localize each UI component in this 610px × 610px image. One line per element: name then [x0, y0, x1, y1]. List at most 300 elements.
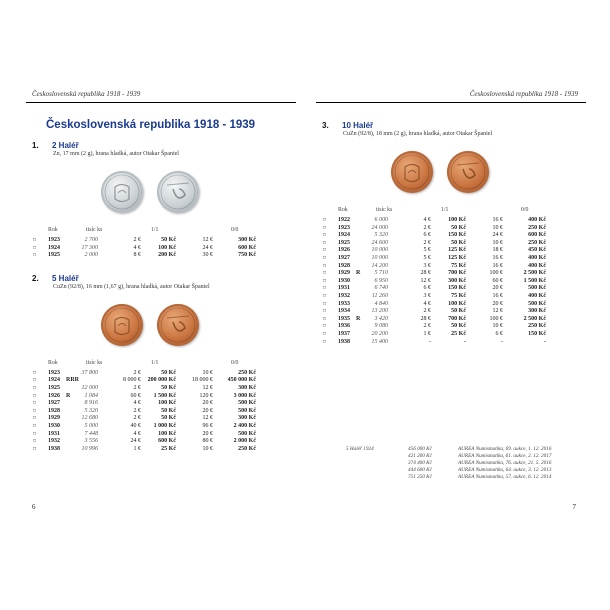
row-price-eur-0-0: 30 €: [202, 252, 213, 259]
table-row: [26, 400, 271, 408]
row-price-eur-1-1: 6 €: [423, 285, 431, 292]
row-price-czk-0-0: 300 Kč: [238, 415, 256, 422]
row-price-eur-1-1: 4 €: [133, 430, 141, 437]
table-row: [26, 245, 271, 253]
row-price-eur-1-1: 3 €: [423, 262, 431, 269]
row-rarity: R: [356, 315, 361, 322]
row-price-eur-0-0: 18 000 €: [192, 377, 213, 384]
row-mintage: 12 680: [81, 415, 98, 422]
row-price-czk-1-1: 50 Kč: [451, 224, 466, 231]
checkbox-icon: □: [323, 233, 327, 239]
coin-number: 1.: [32, 141, 39, 150]
row-price-eur-1-1: 2 €: [133, 407, 141, 414]
row-price-eur-1-1: 1 €: [133, 445, 141, 452]
row-mintage: 4 840: [374, 300, 388, 307]
row-price-czk-1-1: 100 Kč: [448, 217, 466, 223]
row-price-eur-1-1: 2 €: [423, 308, 431, 315]
price-table: [26, 360, 271, 454]
row-mintage: 2 700: [84, 237, 98, 243]
column-rok: Rok: [48, 227, 58, 233]
checkbox-icon: □: [33, 370, 37, 376]
row-price-czk-0-0: 250 Kč: [238, 445, 256, 452]
row-mintage: 3 420: [374, 315, 388, 322]
row-mintage: 13 200: [371, 308, 388, 315]
table-row: [26, 252, 271, 260]
row-price-eur-0-0: 80 €: [202, 438, 213, 445]
row-price-eur-0-0: 24 €: [202, 244, 213, 251]
row-price-eur-0-0: 12 €: [492, 308, 503, 315]
table-row: [316, 331, 561, 339]
left-page-body: [26, 141, 296, 453]
auction-source: AUREA Numismatika, 76. aukce, 21. 5. 2016: [458, 460, 552, 466]
auction-row: [346, 453, 586, 460]
row-price-czk-1-1: 200 000 Kč: [147, 377, 176, 384]
row-price-eur-1-1: 4 €: [133, 400, 141, 407]
checkbox-icon: □: [33, 423, 37, 429]
page-title: Československá republika 1918 - 1939: [46, 119, 256, 131]
row-mintage: 6 740: [374, 285, 388, 292]
table-row: [26, 423, 271, 431]
checkbox-icon: □: [33, 408, 37, 414]
row-price-eur-0-0: 12 €: [202, 415, 213, 422]
row-price-czk-1-1: 75 Kč: [451, 262, 466, 269]
row-year: 1923: [48, 237, 60, 243]
checkbox-icon: □: [33, 401, 37, 407]
table-row: [26, 393, 271, 401]
row-price-czk-1-1: 100 Kč: [158, 244, 176, 251]
row-price-czk-1-1: 100 Kč: [158, 400, 176, 407]
coin-number: 2.: [32, 273, 39, 283]
row-price-czk-1-1: -: [464, 338, 466, 345]
row-year: 1925: [48, 384, 60, 391]
auction-source: AUREA Numismatika, 57. aukce, 6. 12. 2014: [458, 474, 552, 480]
row-price-czk-0-0: 500 Kč: [528, 300, 546, 307]
row-mintage: 9 080: [374, 323, 388, 330]
row-price-czk-1-1: 300 Kč: [448, 277, 466, 284]
table-row: [26, 370, 271, 378]
checkbox-icon: □: [323, 218, 327, 223]
row-price-eur-1-1: 2 €: [423, 224, 431, 231]
row-price-eur-0-0: 20 €: [492, 285, 503, 292]
checkbox-icon: □: [33, 439, 37, 445]
checkbox-icon: □: [323, 263, 327, 269]
row-price-czk-1-1: 700 Kč: [448, 315, 466, 322]
row-year: 1924: [48, 244, 60, 251]
coin-images: [26, 290, 296, 360]
coin-section: [316, 121, 586, 346]
row-year: 1926: [48, 392, 60, 399]
row-mintage: 12 000: [81, 384, 98, 391]
coin-heading: [322, 121, 586, 130]
row-year: 1937: [338, 330, 350, 337]
row-price-eur-1-1: 3 €: [423, 292, 431, 299]
row-mintage: 6 950: [374, 277, 388, 284]
row-mintage: 5 320: [374, 232, 388, 239]
coin-section: [26, 141, 296, 260]
row-price-eur-0-0: 16 €: [492, 292, 503, 299]
row-price-eur-1-1: 28 €: [420, 270, 431, 277]
column-tisice: tisíc ks: [86, 227, 103, 233]
row-price-czk-0-0: 600 Kč: [238, 244, 256, 251]
coin-name: 2 Haléř: [52, 141, 79, 150]
row-price-czk-0-0: 250 Kč: [528, 323, 546, 330]
checkbox-icon: □: [323, 240, 327, 246]
row-price-czk-0-0: 450 000 Kč: [227, 377, 256, 384]
row-year: 1923: [338, 224, 350, 231]
table-row: [316, 270, 561, 278]
row-year: 1929: [338, 270, 350, 277]
auction-coin-label: 5 Haléř 1924: [346, 446, 374, 452]
row-price-eur-0-0: 60 €: [492, 277, 503, 284]
row-price-czk-1-1: 700 Kč: [448, 270, 466, 277]
table-header: [26, 227, 271, 237]
row-year: 1924: [48, 377, 60, 384]
row-price-eur-1-1: 12 €: [420, 277, 431, 284]
row-price-eur-0-0: 100 €: [489, 270, 503, 277]
checkbox-icon: □: [323, 271, 327, 277]
checkbox-icon: □: [33, 238, 37, 243]
column-tisice: tisíc ks: [86, 359, 103, 366]
row-price-czk-0-0: 400 Kč: [528, 262, 546, 269]
row-price-eur-0-0: 20 €: [492, 300, 503, 307]
checkbox-icon: □: [33, 431, 37, 437]
auction-row: [346, 474, 586, 481]
column-tisice: tisíc ks: [376, 207, 393, 213]
coin-obverse-image: [391, 151, 433, 193]
right-page: [316, 90, 586, 520]
row-price-eur-0-0: 20 €: [202, 407, 213, 414]
row-price-eur-0-0: 10 €: [492, 224, 503, 231]
row-price-czk-0-0: 250 Kč: [528, 224, 546, 231]
row-price-eur-0-0: 20 €: [202, 430, 213, 437]
checkbox-icon: □: [323, 286, 327, 292]
row-price-eur-1-1: 4 €: [423, 300, 431, 307]
table-row: [316, 247, 561, 255]
table-row: [316, 232, 561, 240]
row-mintage: 20 200: [371, 330, 388, 337]
row-price-eur-1-1: 2 €: [423, 239, 431, 246]
row-price-eur-0-0: 20 €: [202, 400, 213, 407]
row-price-czk-1-1: 50 Kč: [451, 308, 466, 315]
row-mintage: 10 000: [371, 254, 388, 261]
table-row: [316, 285, 561, 293]
table-row: [26, 385, 271, 393]
coin-heading: [32, 274, 296, 283]
row-price-czk-0-0: -: [544, 338, 546, 345]
row-year: 1931: [338, 285, 350, 292]
coin-description: CuZn (92/8), 18 mm (2 g), hrana hladká, autor Otakar Španiel: [343, 131, 493, 137]
row-mintage: 24 600: [371, 239, 388, 246]
row-price-czk-0-0: 750 Kč: [238, 252, 256, 259]
page-number-left: 6: [32, 503, 36, 511]
row-price-eur-0-0: 16 €: [492, 217, 503, 223]
table-row: [316, 301, 561, 309]
column-grade-1-1: 1/1: [151, 359, 159, 366]
checkbox-icon: □: [323, 301, 327, 307]
row-mintage: 14 200: [371, 262, 388, 269]
column-grade-1-1: 1/1: [151, 227, 159, 233]
row-price-eur-0-0: 10 €: [202, 369, 213, 376]
coin-obverse-image: [101, 171, 143, 213]
row-price-czk-1-1: 200 Kč: [158, 252, 176, 259]
table-row: [316, 217, 561, 225]
row-price-eur-1-1: 40 €: [130, 422, 141, 429]
row-mintage: 5 710: [374, 270, 388, 277]
row-year: 1928: [48, 407, 60, 414]
row-mintage: 10 000: [371, 247, 388, 254]
table-row: [316, 255, 561, 263]
auction-price: 421 200 Kč: [408, 453, 432, 459]
auction-price: 751 250 Kč: [408, 474, 432, 480]
table-row: [316, 240, 561, 248]
column-rok: Rok: [338, 207, 348, 213]
row-price-eur-1-1: -: [429, 338, 431, 345]
row-mintage: 5 320: [84, 407, 98, 414]
table-row: [316, 225, 561, 233]
row-price-eur-1-1: 2 €: [423, 323, 431, 330]
row-price-czk-0-0: 1 500 Kč: [523, 277, 546, 284]
coin-images: [316, 137, 586, 207]
auction-row: [346, 460, 586, 467]
row-year: 1934: [338, 308, 350, 315]
coin-images: [26, 157, 296, 227]
table-header: [316, 207, 561, 217]
row-price-czk-1-1: 1 500 Kč: [153, 392, 176, 399]
row-price-eur-0-0: 10 €: [202, 445, 213, 452]
column-grade-1-1: 1/1: [441, 207, 449, 213]
row-mintage: 6 000: [374, 217, 388, 223]
row-price-czk-0-0: 250 Kč: [528, 239, 546, 246]
row-price-eur-1-1: 24 €: [130, 438, 141, 445]
auction-row: [346, 446, 586, 453]
row-year: 1930: [48, 422, 60, 429]
coin-number: 3.: [322, 121, 329, 130]
row-price-czk-1-1: 25 Kč: [451, 330, 466, 337]
row-mintage: 2 000: [84, 252, 98, 259]
row-price-czk-0-0: 500 Kč: [238, 407, 256, 414]
table-row: [316, 293, 561, 301]
auction-records: [346, 446, 586, 481]
row-price-czk-0-0: 2 400 Kč: [233, 422, 256, 429]
row-mintage: 24 000: [371, 224, 388, 231]
row-mintage: 15 400: [371, 338, 388, 345]
coin-description: CuZn (92/8), 16 mm (1,67 g), hrana hladká, autor Otakar Španiel: [53, 283, 210, 290]
row-year: 1932: [48, 438, 60, 445]
row-price-czk-0-0: 2 000 Kč: [233, 438, 256, 445]
row-mintage: 11 260: [371, 292, 388, 299]
table-row: [316, 278, 561, 286]
column-grade-0-0: 0/0: [521, 207, 529, 213]
table-row: [316, 263, 561, 271]
row-price-eur-1-1: 4 €: [423, 217, 431, 223]
row-price-czk-0-0: 2 500 Kč: [523, 270, 546, 277]
row-mintage: 1 084: [84, 392, 98, 399]
row-price-eur-1-1: 4 €: [133, 244, 141, 251]
row-price-eur-0-0: -: [501, 338, 503, 345]
checkbox-icon: □: [33, 253, 37, 259]
row-rarity: R: [356, 270, 361, 277]
coin-reverse-image: [157, 304, 199, 346]
table-row: [316, 323, 561, 331]
row-rarity: R: [66, 392, 71, 399]
auction-price: 444 600 Kč: [408, 467, 432, 473]
row-price-czk-0-0: 300 Kč: [528, 308, 546, 315]
row-price-czk-0-0: 300 Kč: [238, 384, 256, 391]
row-year: 1926: [338, 247, 350, 254]
row-year: 1928: [338, 262, 350, 269]
auction-source: AUREA Numismatika, 61. aukce, 2. 12. 2017: [458, 453, 552, 459]
row-price-eur-0-0: 12 €: [202, 237, 213, 243]
checkbox-icon: □: [33, 446, 37, 452]
auction-source: AUREA Numismatika, 69. aukce, 1. 12. 2016: [458, 446, 552, 452]
row-price-eur-0-0: 10 €: [492, 239, 503, 246]
checkbox-icon: □: [33, 385, 37, 391]
auction-price: 456 000 Kč: [408, 446, 432, 452]
checkbox-icon: □: [33, 378, 37, 384]
checkbox-icon: □: [323, 225, 327, 231]
row-price-czk-1-1: 50 Kč: [451, 239, 466, 246]
row-mintage: 3 556: [84, 438, 98, 445]
row-year: 1922: [338, 217, 350, 223]
row-price-czk-1-1: 50 Kč: [161, 237, 176, 243]
row-price-czk-0-0: 600 Kč: [528, 232, 546, 239]
row-price-czk-0-0: 500 Kč: [238, 430, 256, 437]
row-mintage: 10 996: [81, 445, 98, 452]
row-price-czk-1-1: 600 Kč: [158, 438, 176, 445]
row-price-czk-0-0: 500 Kč: [238, 400, 256, 407]
column-grade-0-0: 0/0: [231, 227, 239, 233]
row-price-czk-1-1: 100 Kč: [448, 300, 466, 307]
auction-row: [346, 467, 586, 474]
row-price-czk-1-1: 25 Kč: [161, 445, 176, 452]
coin-obverse-image: [101, 304, 143, 346]
row-year: 1932: [338, 292, 350, 299]
row-price-czk-1-1: 150 Kč: [448, 232, 466, 239]
row-price-czk-0-0: 400 Kč: [528, 292, 546, 299]
left-page: [26, 90, 296, 520]
row-year: 1929: [48, 415, 60, 422]
row-price-czk-0-0: 500 Kč: [528, 285, 546, 292]
row-price-czk-0-0: 450 Kč: [528, 247, 546, 254]
row-price-eur-1-1: 60 €: [130, 392, 141, 399]
row-price-czk-1-1: 50 Kč: [161, 369, 176, 376]
row-price-czk-0-0: 150 Kč: [528, 330, 546, 337]
auction-source: AUREA Numismatika, 64. aukce, 3. 12. 2013: [458, 467, 552, 473]
row-mintage: 8 916: [84, 400, 98, 407]
row-price-czk-0-0: 3 000 Kč: [233, 392, 256, 399]
row-price-eur-0-0: 16 €: [492, 254, 503, 261]
row-price-eur-1-1: 2 €: [133, 384, 141, 391]
row-price-eur-1-1: 5 €: [423, 254, 431, 261]
coin-section: [26, 274, 296, 454]
row-price-czk-1-1: 50 Kč: [161, 384, 176, 391]
row-price-eur-1-1: 28 €: [420, 315, 431, 322]
coin-reverse-image: [157, 171, 199, 213]
row-year: 1936: [338, 323, 350, 330]
price-table: [26, 227, 271, 260]
row-price-eur-0-0: 120 €: [199, 392, 213, 399]
row-price-czk-0-0: 400 Kč: [528, 254, 546, 261]
row-year: 1938: [48, 445, 60, 452]
row-price-eur-0-0: 12 €: [202, 384, 213, 391]
checkbox-icon: □: [323, 324, 327, 330]
row-price-czk-1-1: 125 Kč: [448, 254, 466, 261]
row-rarity: RRR: [66, 377, 79, 384]
page-number-right: 7: [572, 503, 576, 511]
table-row: [316, 339, 561, 347]
row-price-eur-1-1: 8 €: [133, 252, 141, 259]
checkbox-icon: □: [33, 393, 37, 399]
row-price-czk-0-0: 2 500 Kč: [523, 315, 546, 322]
row-year: 1933: [338, 300, 350, 307]
row-price-eur-1-1: 8 000 €: [123, 377, 141, 384]
price-table: [316, 207, 561, 346]
table-row: [26, 408, 271, 416]
book-spread: [26, 90, 586, 520]
row-mintage: 7 448: [84, 430, 98, 437]
row-price-czk-1-1: 75 Kč: [451, 292, 466, 299]
table-row: [26, 237, 271, 245]
checkbox-icon: □: [323, 331, 327, 337]
table-row: [316, 308, 561, 316]
row-price-eur-0-0: 100 €: [489, 315, 503, 322]
row-year: 1927: [48, 400, 60, 407]
row-price-eur-1-1: 2 €: [133, 237, 141, 243]
coin-reverse-image: [447, 151, 489, 193]
coin-name: 5 Haléř: [52, 273, 79, 283]
row-price-czk-1-1: 50 Kč: [161, 407, 176, 414]
row-mintage: 37 800: [81, 369, 98, 376]
row-price-eur-1-1: 5 €: [423, 247, 431, 254]
column-rok: Rok: [48, 359, 58, 366]
table-row: [26, 438, 271, 446]
row-mintage: 5 000: [84, 422, 98, 429]
row-price-eur-0-0: 18 €: [492, 247, 503, 254]
checkbox-icon: □: [323, 309, 327, 315]
row-year: 1927: [338, 254, 350, 261]
row-price-eur-1-1: 1 €: [423, 330, 431, 337]
row-price-czk-0-0: 400 Kč: [528, 217, 546, 223]
row-price-eur-0-0: 6 €: [495, 330, 503, 337]
row-price-czk-1-1: 50 Kč: [451, 323, 466, 330]
row-year: 1931: [48, 430, 60, 437]
checkbox-icon: □: [323, 248, 327, 254]
row-price-czk-1-1: 125 Kč: [448, 247, 466, 254]
running-head-left: Československá republika 1918 - 1939: [26, 90, 296, 103]
row-price-czk-1-1: 50 Kč: [161, 415, 176, 422]
row-price-czk-0-0: 300 Kč: [238, 237, 256, 243]
checkbox-icon: □: [323, 293, 327, 299]
row-price-eur-0-0: 10 €: [492, 323, 503, 330]
checkbox-icon: □: [323, 339, 327, 345]
row-price-czk-0-0: 250 Kč: [238, 369, 256, 376]
table-row: [316, 316, 561, 324]
coin-heading: [32, 141, 296, 150]
auction-price: 374 400 Kč: [408, 460, 432, 466]
row-year: 1925: [338, 239, 350, 246]
right-page-body: [316, 121, 586, 346]
row-year: 1935: [338, 315, 350, 322]
checkbox-icon: □: [33, 416, 37, 422]
table-row: [26, 415, 271, 423]
table-header: [26, 360, 271, 370]
row-price-czk-1-1: 100 Kč: [158, 430, 176, 437]
row-year: 1923: [48, 369, 60, 376]
checkbox-icon: □: [323, 278, 327, 284]
row-price-eur-1-1: 2 €: [133, 415, 141, 422]
row-price-eur-1-1: 6 €: [423, 232, 431, 239]
column-grade-0-0: 0/0: [231, 359, 239, 366]
